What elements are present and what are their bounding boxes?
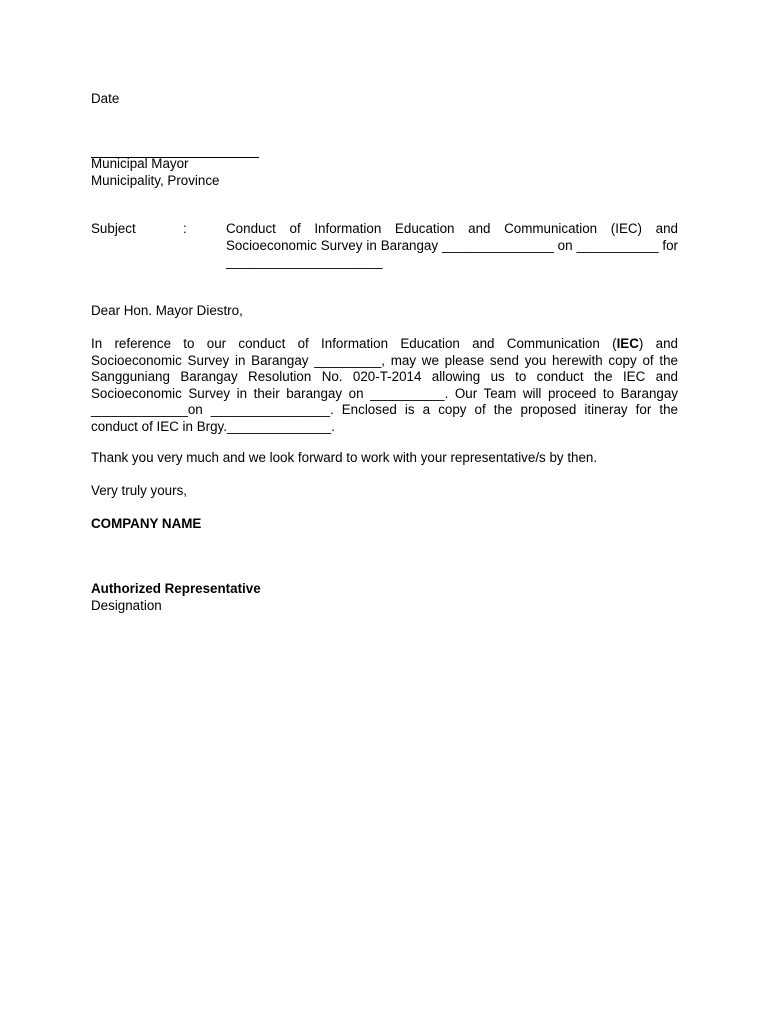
addressee-location: Municipality, Province [91, 172, 220, 188]
salutation-text: Dear Hon. Mayor Diestro, [91, 303, 243, 318]
closing [91, 483, 678, 500]
signatory-name: Authorized Representative [91, 581, 261, 596]
signatory-designation: Designation [91, 597, 162, 613]
subject-label: Subject [91, 221, 136, 236]
body-paragraph-2 [91, 450, 678, 467]
closing-text: Very truly yours, [91, 483, 187, 498]
company-block [91, 516, 678, 533]
date-block [91, 91, 678, 108]
paragraph-1-rest: ) and Socioeconomic Survey in Barangay _________, may we please send you herewith copy of the Sangguniang Barangay Resolution No. 020-T-2014 allowing us to conduct the IEC and Socioeconomic Survey in their barangay on __________. Our Team will proceed to Barangay _____________on ________________. Enclosed is a copy of the proposed itineray for the conduct of IEC in Brgy.______________. [91, 336, 678, 434]
paragraph-1-bold-iec: IEC [616, 336, 639, 351]
salutation [91, 303, 678, 320]
paragraph-1-intro: In reference to our conduct of Information Education and Communication ( [91, 336, 617, 351]
subject-text: Conduct of Information Education and Communication (IEC) and Socioeconomic Survey in Barangay _______________ on ___________ for _____________________ [226, 221, 678, 269]
paragraph-2-text: Thank you very much and we look forward to work with your representative/s by then. [91, 450, 598, 465]
body-paragraph-1 [91, 336, 678, 435]
addressee-title: Municipal Mayor [91, 156, 189, 171]
signature-block [91, 581, 678, 614]
addressee-block [91, 156, 678, 189]
subject-colon: : [183, 221, 187, 236]
company-name: COMPANY NAME [91, 516, 202, 531]
date-label: Date [91, 91, 120, 106]
